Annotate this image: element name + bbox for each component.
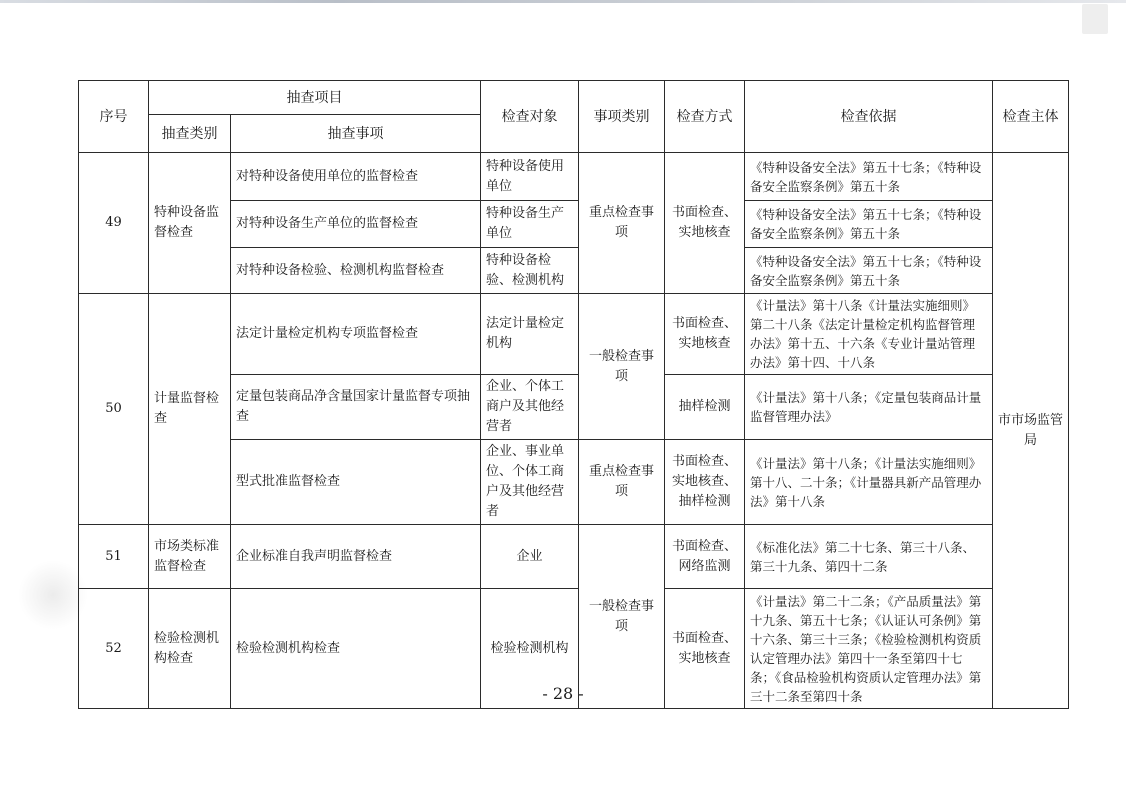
target-cell: 企业、事业单位、个体工商户及其他经营者 xyxy=(481,440,579,525)
header-target: 检查对象 xyxy=(481,81,579,153)
item-cell: 对特种设备检验、检测机构监督检查 xyxy=(231,248,481,294)
basis-cell: 《计量法》第二十二条；《产品质量法》第十九条、第五十七条；《认证认可条例》第十六条、第三十三条；《检验检测机构资质认定管理办法》第四十一条至第四十七条；《食品检验机构资质认定管理办法》第三十二条至第四十条 xyxy=(745,589,993,709)
category-cell: 特种设备监督检查 xyxy=(149,153,231,294)
item-type-cell: 重点检查事项 xyxy=(579,153,665,294)
category-cell: 检验检测机构检查 xyxy=(149,589,231,709)
item-cell: 检验检测机构检查 xyxy=(231,589,481,709)
target-cell: 特种设备生产单位 xyxy=(481,201,579,248)
target-cell: 法定计量检定机构 xyxy=(481,294,579,375)
item-type-cell: 重点检查事项 xyxy=(579,440,665,525)
basis-cell: 《计量法》第十八条；《计量法实施细则》第十八、二十条；《计量器具新产品管理办法》第十八条 xyxy=(745,440,993,525)
item-cell: 定量包装商品净含量国家计量监督专项抽查 xyxy=(231,375,481,440)
header-subject: 检查主体 xyxy=(993,81,1069,153)
header-row-1 xyxy=(79,81,1069,115)
item-cell: 法定计量检定机构专项监督检查 xyxy=(231,294,481,375)
method-cell: 书面检查、实地核查 xyxy=(665,589,745,709)
basis-cell: 《特种设备安全法》第五十七条；《特种设备安全监察条例》第五十条 xyxy=(745,201,993,248)
scan-top-edge xyxy=(0,0,1126,3)
header-item: 抽查事项 xyxy=(231,115,481,153)
seq-cell: 51 xyxy=(79,525,149,589)
method-cell: 抽样检测 xyxy=(665,375,745,440)
item-type-cell: 一般检查事项 xyxy=(579,294,665,440)
header-project-group: 抽查项目 xyxy=(149,81,481,115)
method-cell: 书面检查、实地核查 xyxy=(665,153,745,294)
page-number: - 28 - xyxy=(542,684,584,703)
seq-cell: 52 xyxy=(79,589,149,709)
item-cell: 型式批准监督检查 xyxy=(231,440,481,525)
item-cell: 企业标准自我声明监督检查 xyxy=(231,525,481,589)
category-cell: 市场类标准监督检查 xyxy=(149,525,231,589)
seq-cell: 49 xyxy=(79,153,149,294)
target-cell: 企业、个体工商户及其他经营者 xyxy=(481,375,579,440)
header-category: 抽查类别 xyxy=(149,115,231,153)
header-basis: 检查依据 xyxy=(745,81,993,153)
scan-edge-mark xyxy=(1082,4,1108,34)
table-row xyxy=(79,153,1069,201)
inspection-table xyxy=(78,80,1069,709)
header-seq: 序号 xyxy=(79,81,149,153)
table-row xyxy=(79,525,1069,589)
item-type-cell: 一般检查事项 xyxy=(579,525,665,709)
subject-cell: 市市场监管局 xyxy=(993,153,1069,709)
basis-cell: 《计量法》第十八条；《定量包装商品计量监督管理办法》 xyxy=(745,375,993,440)
table-row xyxy=(79,294,1069,375)
header-item-type: 事项类别 xyxy=(579,81,665,153)
basis-cell: 《特种设备安全法》第五十七条；《特种设备安全监察条例》第五十条 xyxy=(745,248,993,294)
basis-cell: 《标准化法》第二十七条、第三十八条、第三十九条、第四十二条 xyxy=(745,525,993,589)
target-cell: 特种设备检验、检测机构 xyxy=(481,248,579,294)
target-cell: 检验检测机构 xyxy=(481,589,579,709)
basis-cell: 《计量法》第十八条《计量法实施细则》第二十八条《法定计量检定机构监督管理办法》第十五、十六条《专业计量站管理办法》第十四、十八条 xyxy=(745,294,993,375)
target-cell: 企业 xyxy=(481,525,579,589)
header-method: 检查方式 xyxy=(665,81,745,153)
basis-cell: 《特种设备安全法》第五十七条；《特种设备安全监察条例》第五十条 xyxy=(745,153,993,201)
category-cell: 计量监督检查 xyxy=(149,294,231,525)
method-cell: 书面检查、网络监测 xyxy=(665,525,745,589)
target-cell: 特种设备使用单位 xyxy=(481,153,579,201)
method-cell: 书面检查、实地核查 xyxy=(665,294,745,375)
item-cell: 对特种设备使用单位的监督检查 xyxy=(231,153,481,201)
method-cell: 书面检查、实地核查、抽样检测 xyxy=(665,440,745,525)
item-cell: 对特种设备生产单位的监督检查 xyxy=(231,201,481,248)
seq-cell: 50 xyxy=(79,294,149,525)
